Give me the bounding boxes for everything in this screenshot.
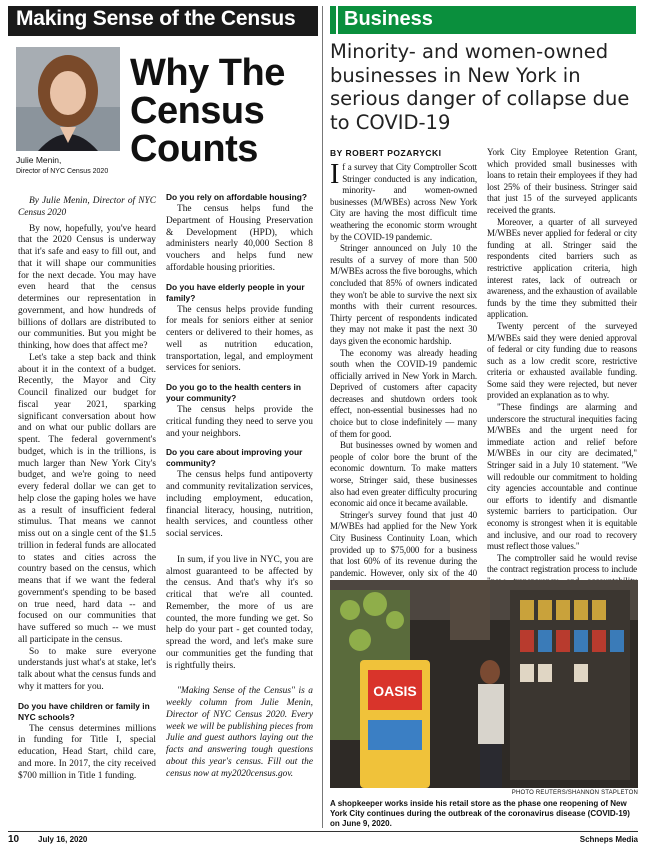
section-banner <box>330 6 636 34</box>
paragraph: Twenty percent of the surveyed M/WBEs said they were denied approval of federal or city funding due to reasons such as a low credit score, restrictive criteria or exhausted available funding. Some said they were rejected, but never provided an explanation as to why. <box>487 320 637 401</box>
title-line: Why The <box>130 52 285 94</box>
question-heading: Do you care about improving your community? <box>166 447 303 469</box>
page-number: 10 <box>8 834 20 845</box>
caption-title: Director of NYC Census 2020 <box>16 168 109 175</box>
paragraph: By now, hopefully, you've heard that the 2020 Census is underway that it's safe and easy to fill out, and that it will shape our communities for the next decade. You may have even heard that the census determines our representation in government, and how hundreds of billions of dollars are distributed to our communities. But you might be thinking, how does that affect me? <box>18 223 156 351</box>
column-title <box>130 54 320 168</box>
paragraph: York City Employee Retention Grant, which provided small businesses with loans to retain their employees if they had lost 25% of their business. Stringer said that just 15 of the surveyed applicants received the grants. <box>487 147 637 215</box>
column-banner-text: Making Sense of the Census <box>16 7 296 30</box>
paragraph: Stringer announced on July 10 the results of a survey of more than 500 M/WBEs across the five boroughs, which concluded that 85% of owners indicated they won't be able to survive the next six months with their current resources. Thirty percent of respondents indicated they may not make it past the next 30 days given the economic hardship. <box>330 243 477 346</box>
byline: By Julie Menin, Director of NYC Census 2020 <box>18 196 156 218</box>
sign-text: OASIS <box>373 683 417 699</box>
article-photo <box>330 580 638 788</box>
column-footnote: "Making Sense of the Census" is a weekly column from Julie Menin, Director of NYC Census 2020. Every week we will be publishing pieces from Julie and guest authors laying out the facts and answering tough questions about this year's census. Fill out the census now at my2020census.gov. <box>166 686 313 779</box>
paragraph: The comptroller said he would revise the contract registration process to include <box>487 552 637 575</box>
photo-caption <box>16 155 136 177</box>
article-column-1 <box>330 159 477 603</box>
photo-caption: A shopkeeper works inside his retail store as the phase one reopening of New York City continues during the outbreak of the coronavirus disease (COVID-19) on June 9, 2020. <box>330 799 630 828</box>
drop-cap: I <box>330 159 340 190</box>
paragraph: "These findings are alarming and underscore the structural inequities facing M/WBEs and the urgent need for immediate action and relief before M/WBEs in our city are decimated," Stringer said in a July 10 statement. "We will redouble our commitment to holding city agencies accountable and continue our efforts to identify and dismantle systemic barriers to participation. Our economy is strongest when it is equitable and inclusive, and our road to recovery must reflect those values." <box>487 402 637 552</box>
column-banner <box>8 6 318 36</box>
question-heading: Do you rely on affordable housing? <box>166 192 307 202</box>
question-heading: Do you have children or family in NYC schools? <box>18 700 150 722</box>
question-heading: Do you go to the health centers in your community? <box>166 382 301 403</box>
title-line: Counts <box>130 128 258 170</box>
paragraph: Moreover, a quarter of all surveyed M/WBEs never applied for federal or city funding at all. Stringer said the respondents cited barriers such as restrictive application criteria, high interest rates, lack of outreach or awareness, and the exhaustion of available funds by the time they submitted their application. <box>487 216 637 320</box>
paragraph: The census helps fund antipoverty and community revitalization services, including employment, education, financial literacy, housing, nutrition, health services, and countless other social services. <box>166 470 313 539</box>
section-banner-text: Business <box>344 8 433 30</box>
photo-credit: PHOTO REUTERS/SHANNON STAPLETON <box>511 790 638 796</box>
article-byline: BY ROBERT POZARYCKI <box>330 148 442 158</box>
paragraph: Let's take a step back and think about it in the context of a budget. Recently, the Mayor and City Council finalized our budget for fiscal year 2021, sparking significant conversation about how and on what our public dollars are spent. The federal government's budget, which is in the trillions, is much larger than New York City's budget, and we're going to need every federal dollar we can get to help close the gaping holes we have as a result of insufficient federal stimulus. That means we cannot miss out on a single cent of the $1.5 trillion in federal funds are allocated to states and cities across the country based on the census, which means that if we want the federal government's spending to be based on true need, hard data -- and focused on our communities that have suffered so much -- we must all participate in the census. <box>18 352 156 645</box>
paragraph: So to make sure everyone understands just what's at stake, let's talk about what the census funds and why it matters for you. <box>18 646 156 692</box>
column-divider <box>322 6 323 828</box>
left-text-column-1 <box>18 196 156 782</box>
paragraph: The economy was already heading south when the COVID-19 pandemic officially arrived in New York in March. Deprived of customers after capacity decreases and shutdown orders took effect, non-essential businesses had no choice but to close indefinitely — many of them for good. <box>330 347 477 439</box>
paragraph: The census helps provide funding for meals for seniors either at senior centers or delivered to their homes, as well as nutrition education, transportation, legal, and employment services for seniors. <box>166 304 313 374</box>
title-line: Census <box>130 90 265 132</box>
caption-name: Julie Menin, <box>16 155 62 165</box>
paragraph <box>330 159 477 243</box>
paragraph: The census helps provide the critical funding they need to serve you and your neighbors. <box>166 405 313 439</box>
paragraph: The census helps fund the Department of Housing Preservation & Development (HPD), which administers nearly 40,000 Section 8 vouchers and helps fund new affordable housing priorities. <box>166 204 313 273</box>
left-text-column-2 <box>166 192 313 780</box>
paragraph: The census determines millions in funding for Title I, special education, Head Start, child care, and more. In 2017, the city received $700 million in Title 1 funding. <box>18 723 156 781</box>
paragraph: In sum, if you live in NYC, you are almost guaranteed to be affected by the census. And that's why it's so critical that we're all counted. Remember, the more of us are counted, the more funding we get. So help do your part - get counted today, spread the word, and let's make sure our communities get the funding that is rightfully theirs. <box>166 554 313 671</box>
issue-date: July 16, 2020 <box>38 835 88 844</box>
author-photo <box>16 47 120 151</box>
paragraph: Stringer's survey found that just 40 M/WBEs had applied for the New York City Business Continuity Loan, which provided up to $75,000 for a business that lost 60% of its revenue during the pandemic. However, only six of the 40 <box>330 509 477 578</box>
paragraph: But businesses owned by women and people of color bore the brunt of the economic downturn. To make matters worse, Stringer said, these businesses also had even greater difficulty procuring economic aid once it became available. <box>330 440 477 509</box>
article-column-2 <box>487 147 637 634</box>
paragraph-text: f a survey that City Comptroller Scott Stringer conducted is any indication, minority- and women-owned businesses (M/WBEs) across New York City are having the most difficult time weathering the economic storm wrought by the COVID-19 pandemic. <box>330 162 477 242</box>
question-heading: Do you have elderly people in your family? <box>166 281 305 303</box>
footer-rule <box>8 831 638 832</box>
publisher-name: Schneps Media <box>579 835 638 844</box>
banner-accent <box>330 6 338 34</box>
article-headline: Minority- and women-owned businesses in New York in serious danger of collapse due to COVID-19 <box>330 40 630 134</box>
